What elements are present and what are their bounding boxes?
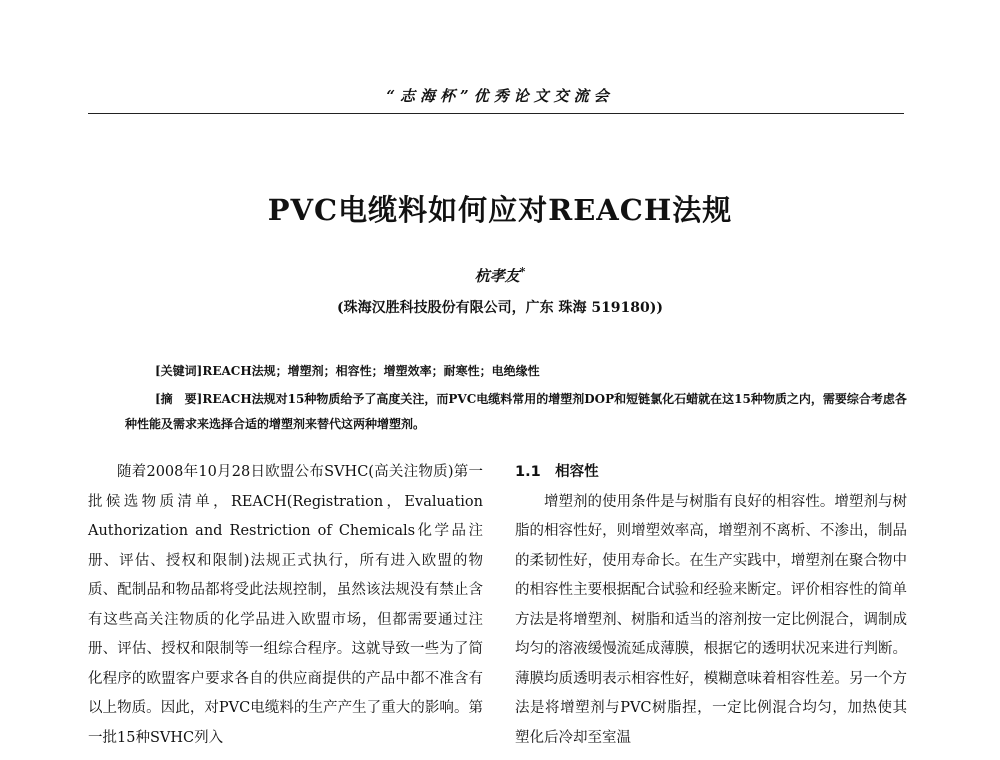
abstract-text: REACH法规对15种物质给予了高度关注，而PVC电缆料常用的增塑剂DOP和短链氯化石蜡就在这15种物质之内，需要综合考虑各种性能及需求来选择合适的增塑剂来替代这两种增塑剂。: [125, 392, 907, 431]
header-divider: [88, 113, 904, 114]
keywords-block: [155, 362, 915, 379]
author-affiliation: (珠海汉胜科技股份有限公司，广东 珠海 519180)): [336, 300, 664, 316]
section-heading-compatibility: 1.1 相容性: [515, 464, 599, 480]
author-name: 杭孝友: [474, 267, 520, 285]
running-header: “志海杯”优秀论文交流会: [386, 87, 614, 105]
left-column-body: [88, 458, 483, 753]
abstract-block: [125, 387, 915, 437]
paper-title: PVC电缆料如何应对REACH法规: [267, 193, 733, 227]
keywords-label: [关键词]: [155, 364, 203, 378]
author-footnote-mark: *: [519, 265, 526, 278]
intro-paragraph: 随着2008年10月28日欧盟公布SVHC(高关注物质)第一批候选物质清单，REACH(Registration，Evaluation Authorization and Restriction of Chemicals化学品注册、评估、授权和限制)法规正式执行，所有进入欧盟的物质、配制品和物品都将受此法规控制，虽然该法规没有禁止含有这些高关注物质的化学品进入欧盟市场，但都需要通过注册、评估、授权和限制等一组综合程序。这就导致一些为了简化程序的欧盟客户要求各自的供应商提供的产品中都不准含有以上物质。因此，对PVC电缆料的生产产生了重大的影响。第一批15种SVHC列入: [88, 464, 483, 746]
keywords-text: REACH法规；增塑剂；相容性；增塑效率；耐寒性；电绝缘性: [202, 364, 540, 378]
compatibility-paragraph: 增塑剂的使用条件是与树脂有良好的相容性。增塑剂与树脂的相容性好，则增塑效率高，增塑剂不离析、不渗出，制品的柔韧性好，使用寿命长。在生产实践中，增塑剂在聚合物中的相容性主要根据配合试验和经验来断定。评价相容性的简单方法是将增塑剂、树脂和适当的溶剂按一定比例混合，调制成均匀的溶液缓慢流延成薄膜，根据它的透明状况来进行判断。薄膜均质透明表示相容性好，模糊意味着相容性差。另一个方法是将增塑剂与PVC树脂捏，一定比例混合均匀，加热使其塑化后冷却至室温: [515, 493, 907, 746]
right-column-body: [515, 458, 907, 753]
author-line: [0, 265, 1000, 286]
abstract-label: [摘 要]: [155, 392, 203, 406]
